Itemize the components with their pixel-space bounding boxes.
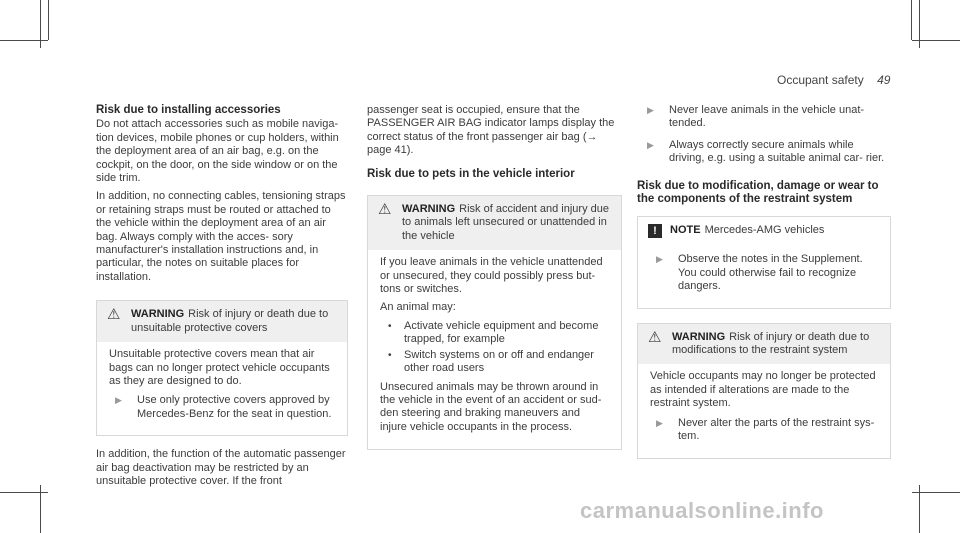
paragraph: Unsuitable protective covers mean that air bags can no longer protect vehicle occupants as they are designed to do. bbox=[109, 348, 330, 387]
section-heading: Risk due to installing accessories bbox=[96, 104, 281, 116]
note-title: Mercedes-AMG vehicles bbox=[704, 224, 825, 237]
warning-triangle-icon: ⚠ bbox=[648, 328, 662, 346]
instruction-step bbox=[637, 139, 891, 166]
instruction-step bbox=[637, 104, 891, 131]
warning-body bbox=[638, 364, 890, 457]
step-arrow-icon: ▶ bbox=[647, 139, 654, 150]
paragraph: Vehicle occupants may no longer be protected as intended if alterations are made to the restraint system. bbox=[650, 370, 876, 410]
note-box bbox=[637, 216, 891, 308]
paragraph: In addition, the function of the automatic passenger air bag deactivation may be restricted by an unsuitable protective cover. If the front bbox=[96, 448, 346, 487]
bullet-dot-icon: • bbox=[388, 320, 392, 332]
warning-box bbox=[637, 323, 891, 459]
crop-mark bbox=[912, 492, 960, 493]
paragraph: An animal may: bbox=[380, 301, 456, 314]
section-heading: Risk due to modification, damage or wear to the components of the restraint system bbox=[637, 179, 879, 206]
bullet-text: Activate vehicle equipment and become trapped, for example bbox=[404, 319, 599, 346]
crop-mark bbox=[0, 40, 48, 41]
step-text: Never alter the parts of the restraint sys- tem. bbox=[678, 416, 875, 443]
column-2 bbox=[367, 104, 622, 450]
crop-mark bbox=[0, 492, 48, 493]
step-text: Never leave animals in the vehicle unat- tended. bbox=[669, 104, 865, 130]
bullet-item bbox=[388, 320, 609, 347]
warning-box bbox=[367, 195, 622, 450]
bullet-text: Switch systems on or off and endanger other road users bbox=[404, 348, 594, 375]
paragraph: Unsecured animals may be thrown around in the vehicle in the event of an accident or sud- den steering and braking maneuvers and injure vehicle occupants in the process. bbox=[380, 380, 602, 433]
bullet-item bbox=[388, 349, 609, 376]
section-heading: Risk due to pets in the vehicle interior bbox=[367, 167, 575, 180]
step-text: Observe the notes in the Supplement. You could otherwise fail to recognize dangers. bbox=[678, 253, 863, 293]
step-arrow-icon: ▶ bbox=[656, 254, 663, 265]
step-arrow-icon: ▶ bbox=[115, 395, 122, 406]
warning-header bbox=[97, 301, 347, 342]
step-text: Use only protective covers approved by Mercedes-Benz for the seat in question. bbox=[137, 394, 332, 420]
note-header bbox=[638, 217, 890, 245]
crop-mark bbox=[911, 0, 912, 40]
note-body bbox=[638, 245, 890, 307]
column-3 bbox=[637, 104, 891, 459]
step-arrow-icon: ▶ bbox=[647, 105, 654, 115]
bullet-dot-icon: • bbox=[388, 349, 392, 361]
step-arrow-icon: ▶ bbox=[656, 417, 663, 428]
section-title: Occupant safety bbox=[777, 73, 864, 87]
crop-mark bbox=[48, 0, 49, 40]
warning-keyword: WARNING bbox=[402, 203, 456, 216]
instruction-step bbox=[109, 394, 335, 421]
note-keyword: NOTE bbox=[670, 224, 701, 237]
paragraph: passenger seat is occupied, ensure that the PASSENGER AIR BAG indicator lamps display the correct status of the front passenger air bag (→ page 41). bbox=[367, 104, 615, 157]
paragraph: In addition, no connecting cables, tensioning straps or retaining straps must be routed or attached to the vehicle within the deployment area of an air bag. Always comply with the acces- sory manufacturer's installation instructions and, in particular, the notes on suitable places for installation. bbox=[96, 190, 346, 283]
warning-title: Risk of injury or death due to unsuitable protective covers bbox=[131, 308, 329, 334]
warning-keyword: WARNING bbox=[672, 330, 726, 343]
crop-mark bbox=[912, 40, 960, 41]
warning-triangle-icon: ⚠ bbox=[378, 201, 392, 219]
warning-body bbox=[97, 342, 347, 435]
warning-triangle-icon: ⚠ bbox=[107, 306, 121, 324]
warning-keyword: WARNING bbox=[131, 308, 185, 321]
warning-header bbox=[638, 324, 890, 365]
warning-body bbox=[368, 250, 621, 449]
note-icon: ! bbox=[648, 224, 662, 238]
instruction-step bbox=[650, 417, 878, 444]
instruction-step bbox=[650, 253, 878, 293]
warning-header bbox=[368, 196, 621, 250]
warning-title: Risk of accident and injury due to animals left unsecured or unattended in the vehicle bbox=[402, 203, 609, 242]
page-header bbox=[777, 73, 890, 87]
warning-box bbox=[96, 300, 348, 436]
step-text: Always correctly secure animals while driving, e.g. using a suitable animal car- rier. bbox=[669, 138, 885, 165]
watermark: carmanualsonline.info bbox=[580, 498, 824, 523]
column-1 bbox=[96, 104, 348, 493]
paragraph: Do not attach accessories such as mobile naviga- tion devices, mobile phones or cup holders, within the deployment area of an air bag, e.g. on the cockpit, on the door, on the side window or on the side trim. bbox=[96, 118, 339, 185]
paragraph: If you leave animals in the vehicle unattended or unsecured, they could possibly press but- tons or switches. bbox=[380, 256, 603, 296]
page-number: 49 bbox=[877, 73, 891, 87]
warning-title: Risk of injury or death due to modifications to the restraint system bbox=[672, 330, 870, 357]
